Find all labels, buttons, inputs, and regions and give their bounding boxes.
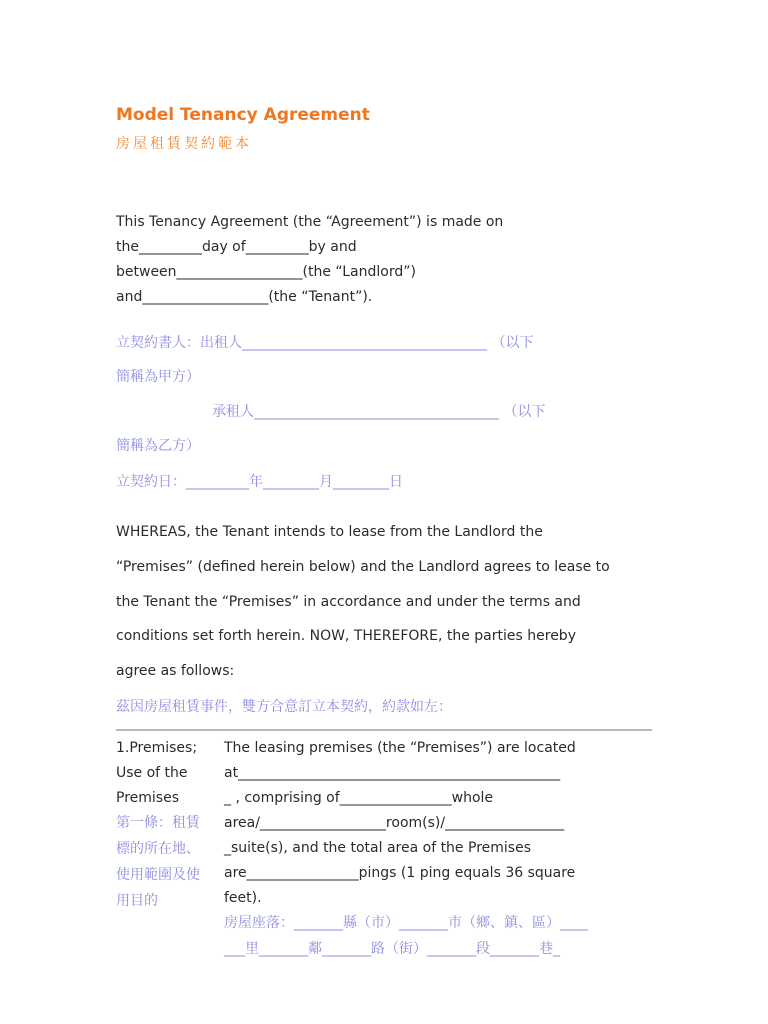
article-heading-en: Use of the xyxy=(116,765,188,781)
article-body-en: area/__________________room(s)/_________________ xyxy=(224,815,565,831)
intro-line: and__________________(the “Tenant”). xyxy=(116,289,373,305)
intro-line: the_________day of_________by and xyxy=(116,239,357,255)
article-heading-cn: 標的所在地、 xyxy=(116,841,200,857)
whereas-line: agree as follows: xyxy=(116,663,235,679)
document-title: Model Tenancy Agreement xyxy=(116,105,370,125)
article-heading-en: 1.Premises; xyxy=(116,740,198,756)
landlord-cont-cn: 簡稱為甲方） xyxy=(116,369,200,385)
article-heading-en: Premises xyxy=(116,790,179,806)
whereas-line: “Premises” (defined herein below) and the Landlord agrees to lease to xyxy=(116,559,610,575)
article-heading-cn: 第一條：租賃 xyxy=(116,815,200,831)
landlord-line-cn: 立契約書人：出租人___________________________________ （以下 xyxy=(116,335,534,351)
article-body-en: The leasing premises (the “Premises”) are located xyxy=(224,740,576,756)
article-body-en: _suite(s), and the total area of the Premises xyxy=(224,840,531,856)
article-body-en: at______________________________________________ xyxy=(224,765,561,781)
article-body-en: feet). xyxy=(224,890,262,906)
contract-date-cn: 立契約日：_________年________月________日 xyxy=(116,474,403,490)
whereas-line: the Tenant the “Premises” in accordance and under the terms and xyxy=(116,594,581,610)
whereas-line: WHEREAS, the Tenant intends to lease from the Landlord the xyxy=(116,524,543,540)
section-divider xyxy=(116,729,652,731)
article-body-en: _ , comprising of________________whole xyxy=(224,790,494,806)
article-body-cn: 房屋座落：_______縣（市）_______市（鄉、鎮、區）____ xyxy=(224,915,588,931)
whereas-line: conditions set forth herein. NOW, THEREFORE, the parties hereby xyxy=(116,628,576,644)
document-subtitle-cn: 房屋租賃契約範本 xyxy=(116,136,252,152)
tenant-cont-cn: 簡稱為乙方） xyxy=(116,438,200,454)
intro-line: This Tenancy Agreement (the “Agreement”) is made on xyxy=(116,214,504,230)
article-heading-cn: 用目的 xyxy=(116,893,158,909)
article-body-en: are________________pings (1 ping equals 36 square xyxy=(224,865,576,881)
intro-line: between__________________(the “Landlord”) xyxy=(116,264,416,280)
whereas-cn: 茲因房屋租賃事件，雙方合意訂立本契約，約款如左： xyxy=(116,699,452,715)
article-body-cn: ___里_______鄰_______路（街）_______段_______巷_ xyxy=(224,941,560,957)
article-heading-cn: 使用範圍及使 xyxy=(116,867,200,883)
tenant-line-cn: 承租人___________________________________ （以下 xyxy=(212,404,546,420)
